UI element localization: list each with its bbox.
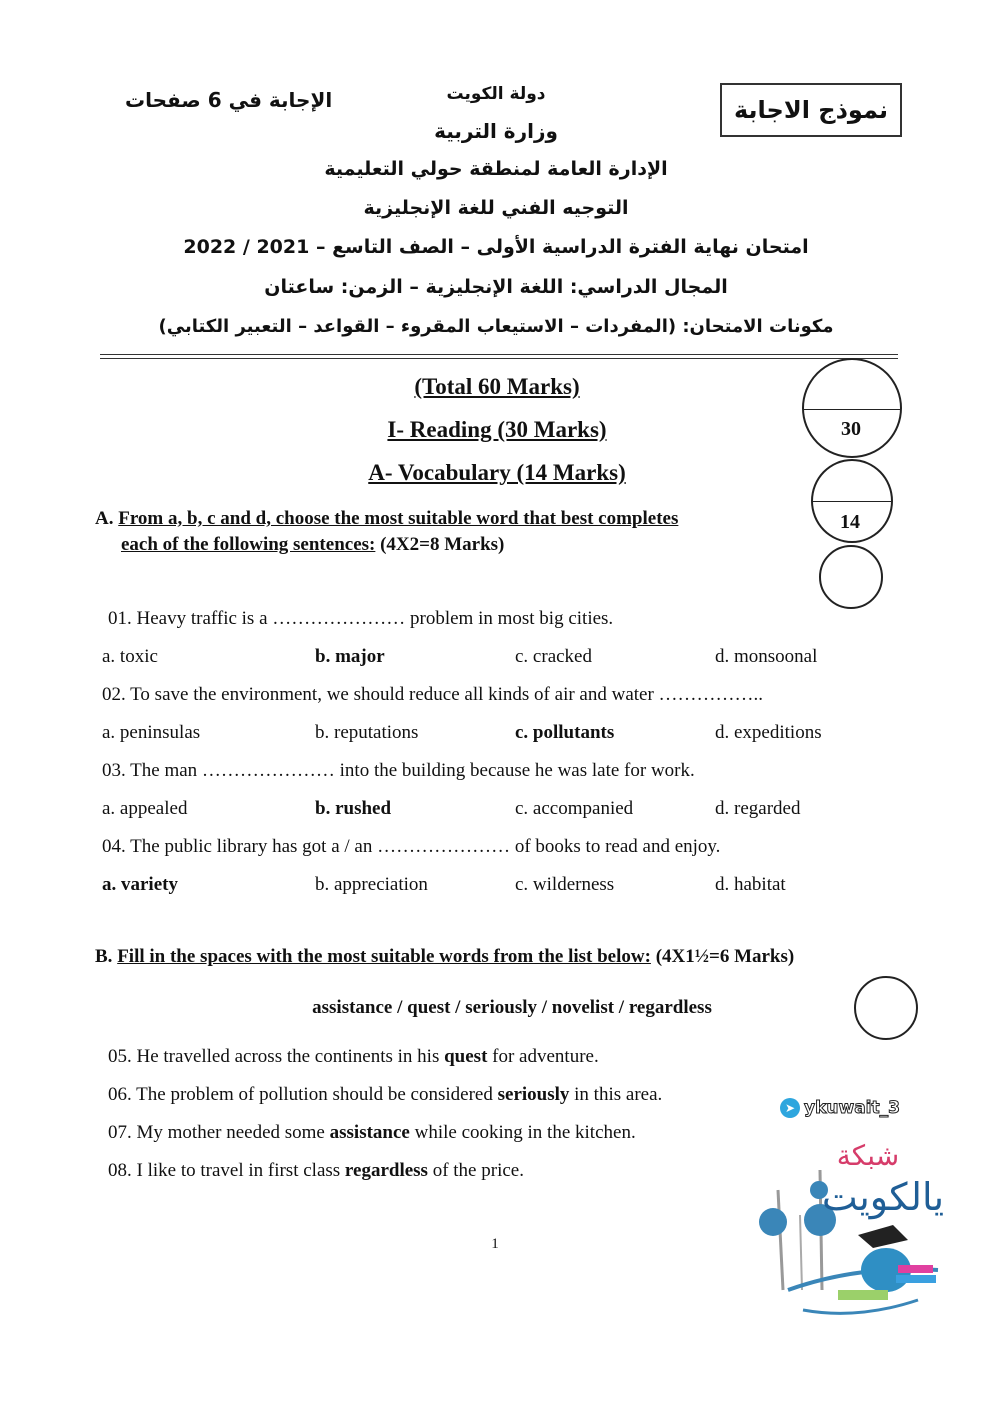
kuwait-logo (758, 1130, 953, 1320)
section-a-instruction-2 (121, 534, 504, 556)
header-line-1: وزارة التربية (434, 119, 558, 143)
reading-title: I- Reading (30 Marks) (387, 417, 607, 442)
section-b-instruction (95, 946, 794, 968)
svg-text:شبكة: شبكة (836, 1139, 900, 1172)
divider (100, 354, 898, 359)
header-line-3: التوجيه الفني للغة الإنجليزية (363, 197, 629, 219)
fill-sentence-6 (108, 1084, 662, 1106)
pages-note: الإجابة في 6 صفحات (125, 88, 333, 112)
sentence-after: of the price. (427, 1160, 524, 1181)
svg-text:يالكويت: يالكويت (821, 1175, 945, 1219)
question-4: 04. The public library has got a / an ………………… of books to read and enjoy. (102, 836, 721, 857)
telegram-handle (780, 1098, 900, 1118)
sentence-after: while cooking in the kitchen. (409, 1122, 636, 1143)
sentence-answer: quest (444, 1046, 488, 1067)
question-3-option: a. appealed (102, 798, 188, 819)
fill-sentence-8 (108, 1160, 524, 1182)
page-number: 1 (491, 1236, 499, 1252)
question-4-option: d. habitat (715, 874, 786, 895)
question-1-option: b. major (315, 646, 385, 667)
sentence-before: 06. The problem of pollution should be considered (108, 1084, 498, 1105)
total-marks-title: (Total 60 Marks) (414, 374, 580, 399)
answer-key-box: نموذج الاجابة (720, 83, 902, 137)
question-2-option: a. peninsulas (102, 722, 201, 743)
question-2-option: d. expeditions (715, 722, 822, 743)
question-3-option: d. regarded (715, 798, 801, 819)
question-3: 03. The man ………………… into the building because he was late for work. (102, 760, 695, 781)
section-a-letter: A. (95, 508, 114, 529)
fill-sentence-5 (108, 1046, 599, 1068)
score-circle-reading (802, 358, 902, 458)
question-1: 01. Heavy traffic is a ………………… problem in most big cities. (108, 608, 614, 629)
telegram-icon: ➤ (780, 1098, 800, 1118)
question-4-option: a. variety (102, 874, 178, 895)
question-4-option: b. appreciation (315, 874, 428, 895)
question-1-option: d. monsoonal (715, 646, 818, 667)
question-2: 02. To save the environment, we should reduce all kinds of air and water …………….. (102, 684, 764, 705)
sentence-after: in this area. (569, 1084, 663, 1105)
section-a-instruction (95, 508, 678, 530)
instruction-line-1: From a, b, c and d, choose the most suitable word that best completes (118, 508, 679, 529)
score-circle-vocab (811, 459, 893, 543)
section-b-text: Fill in the spaces with the most suitable words from the list below: (117, 946, 651, 967)
score-vocab: 14 (840, 511, 860, 533)
question-4-option: c. wilderness (515, 874, 615, 895)
fill-sentence-7 (108, 1122, 636, 1144)
sentence-answer: regardless (344, 1160, 428, 1181)
header-line-0: دولة الكويت (446, 84, 546, 104)
question-1-option: c. cracked (515, 646, 592, 667)
sentence-answer: assistance (329, 1122, 410, 1143)
sentence-before: 07. My mother needed some (108, 1122, 330, 1143)
header-line-6: مكونات الامتحان: (المفردات – الاستيعاب المقروء – القواعد – التعبير الكتابي) (158, 316, 834, 337)
score-circle-b (854, 976, 918, 1040)
question-3-option: b. rushed (315, 798, 392, 819)
score-circle-a (819, 545, 883, 609)
section-b-letter: B. (95, 946, 113, 967)
section-a-marks: (4X2=8 Marks) (380, 534, 505, 555)
word-list: assistance / quest / seriously / novelist / regardless (312, 997, 712, 1018)
header-line-2: الإدارة العامة لمنطقة حولي التعليمية (324, 158, 668, 180)
sentence-before: 08. I like to travel in first class (108, 1160, 345, 1181)
sentence-after: for adventure. (487, 1046, 599, 1067)
section-b-marks: (4X1½=6 Marks) (655, 946, 795, 967)
question-1-option: a. toxic (102, 646, 158, 667)
sentence-before: 05. He travelled across the continents in his (108, 1046, 445, 1067)
instruction-line-2: each of the following sentences: (121, 534, 376, 555)
kuwait-towers-icon (758, 1130, 953, 1320)
header-line-4: امتحان نهاية الفترة الدراسية الأولى – الصف التاسع – 2021 / 2022 (183, 236, 809, 258)
header-line-5: المجال الدراسي: اللغة الإنجليزية – الزمن: ساعتان (264, 276, 728, 298)
score-reading: 30 (841, 418, 861, 440)
question-3-option: c. accompanied (515, 798, 634, 819)
question-2-option: b. reputations (315, 722, 419, 743)
question-2-option: c. pollutants (515, 722, 615, 743)
handle-text: ykuwait_3 (804, 1098, 900, 1118)
vocab-title: A- Vocabulary (14 Marks) (368, 460, 626, 485)
sentence-answer: seriously (497, 1084, 570, 1105)
